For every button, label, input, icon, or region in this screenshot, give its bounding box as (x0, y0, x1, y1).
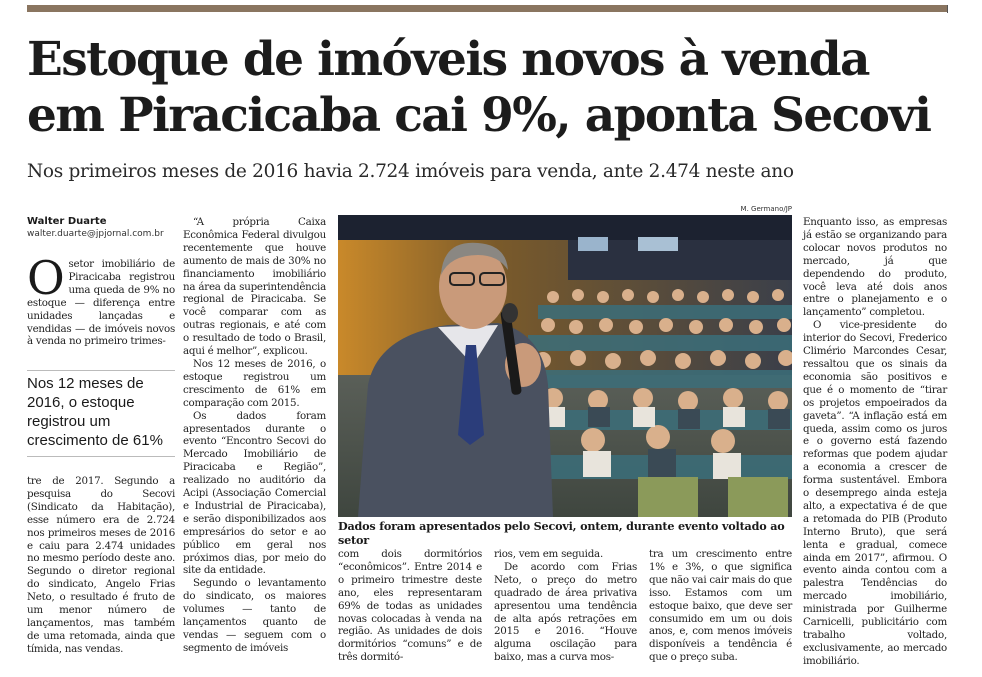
headline-line-1: Estoque de imóveis novos à venda (27, 32, 869, 87)
author-email: walter.duarte@jpjornal.com.br (27, 229, 164, 239)
dropcap: O (27, 251, 65, 305)
lead-text: setor imobiliário de Piracicaba registrou uma queda de 9% no estoque — diferença entre unidades lançadas e vendidas — de imóveis novos à venda no primeiro trimes- (27, 258, 175, 348)
lead-paragraph (27, 251, 175, 348)
column-6-paragraph-2: O vice-presidente do interior do Secovi, Frederico Climério Marcondes Cesar, ressaltou que os sinais da economia são positivos e que é o momento de “tirar os projetos empoeirados da gaveta”. “A inflação está em queda, assim como os juros e o governo está fazendo reformas que podem ajudar a economia a crescer de forma sustentável. Embora o desemprego ainda esteja alto, a expectativa é de que a retomada do PIB (Produto Interno Bruto), que será lenta e gradual, comece ainda em 2017”, afirmou. O evento ainda contou com a palestra Tendências do mercado imobiliário, ministrada por Guilherme Carnicelli, publicitário com trabalho voltado, exclusivamente, ao mercado imobiliário. (803, 319, 947, 667)
author-name: Walter Duarte (27, 216, 107, 227)
column-2-paragraph-4: Segundo o levantamento do sindicato, os maiores volumes — tanto de lançamentos quanto de vendas — seguem com o segmento de imóveis (183, 577, 326, 654)
column-3-paragraph: com dois dormitórios “econômicos”. Entre 2014 e o primeiro trimestre deste ano, eles representaram 69% de todas as unidades novas colocadas à venda na região. As unidades de dois dormitórios “comuns” e de três dormitó- (338, 548, 482, 664)
column-1-paragraph: tre de 2017. Segundo a pesquisa do Secovi (Sindicato da Habitação), esse número era de 2.724 nos primeiros meses de 2016 e caiu para 2.474 unidades no mesmo período deste ano. Segundo o diretor regional do sindicato, Angelo Frias Neto, o resultado é fruto de um menor número de lançamentos, mas também de uma retomada, ainda que tímida, nas vendas. (27, 475, 175, 655)
column-4-paragraph-1: rios, vem em seguida. (494, 548, 603, 560)
column-4 (494, 548, 637, 664)
column-1-lead (27, 251, 175, 348)
column-2 (183, 216, 326, 655)
column-1-tail (27, 475, 175, 656)
headline-line-2: em Piracicaba cai 9%, aponta Secovi (27, 88, 931, 143)
headline (27, 32, 957, 144)
column-6-paragraph-1: Enquanto isso, as empresas já estão se organizando para colocar novos produtos no mercado, já que dependendo do produto, você leva até dois anos entre o planejamento e o lançamento” completou. (803, 216, 947, 319)
column-2-paragraph-2: Nos 12 meses de 2016, o estoque registrou um crescimento de 61% em comparação com 2015. (183, 357, 326, 409)
byline (27, 215, 177, 240)
column-6 (803, 216, 947, 668)
event-photo-illustration (338, 215, 792, 517)
rule-tick (947, 5, 948, 13)
column-2-paragraph-1: “A própria Caixa Econômica Federal divulgou recentemente que houve aumento de mais de 30% no financiamento imobiliário na área da superintendência regional de Piracicaba. Se você comparar com as outras regionais, e até com o resultado de todo o Brasil, aqui é melhor”, explicou. (183, 216, 326, 358)
subheadline: Nos primeiros meses de 2016 havia 2.724 imóveis para venda, ante 2.474 neste ano (27, 161, 794, 182)
column-4-paragraph-2: De acordo com Frias Neto, o preço do metro quadrado de área privativa apresentou uma tendência de alta após retrações em 2015 e 2016. “Houve alguma oscilação para baixo, mas a curva mos- (494, 560, 637, 664)
top-rule (27, 5, 947, 12)
photo-caption: Dados foram apresentados pelo Secovi, ontem, durante evento voltado ao setor (338, 519, 785, 547)
event-photo (338, 215, 792, 517)
pull-quote: Nos 12 meses de 2016, o estoque registrou um crescimento de 61% (27, 370, 175, 457)
photo-credit: M. Germano/JP (740, 205, 792, 213)
column-3 (338, 548, 482, 664)
column-5 (649, 548, 792, 664)
column-2-paragraph-3: Os dados foram apresentados durante o evento “Encontro Secovi do Mercado Imobiliário de Piracicaba e Região”, realizado no auditório da Acipi (Associação Comercial e Industrial de Piracicaba), e serão disponibilizados aos empresários do setor e ao público em geral nos próximos dias, por meio do site da entidade. (183, 409, 326, 577)
column-5-paragraph: tra um crescimento entre 1% e 3%, o que significa que não vai cair mais do que isso. Estamos com um estoque baixo, que deve ser consumido em um ou dois anos, e, com menos imóveis disponíveis a tendência é que o preço suba. (649, 548, 792, 664)
